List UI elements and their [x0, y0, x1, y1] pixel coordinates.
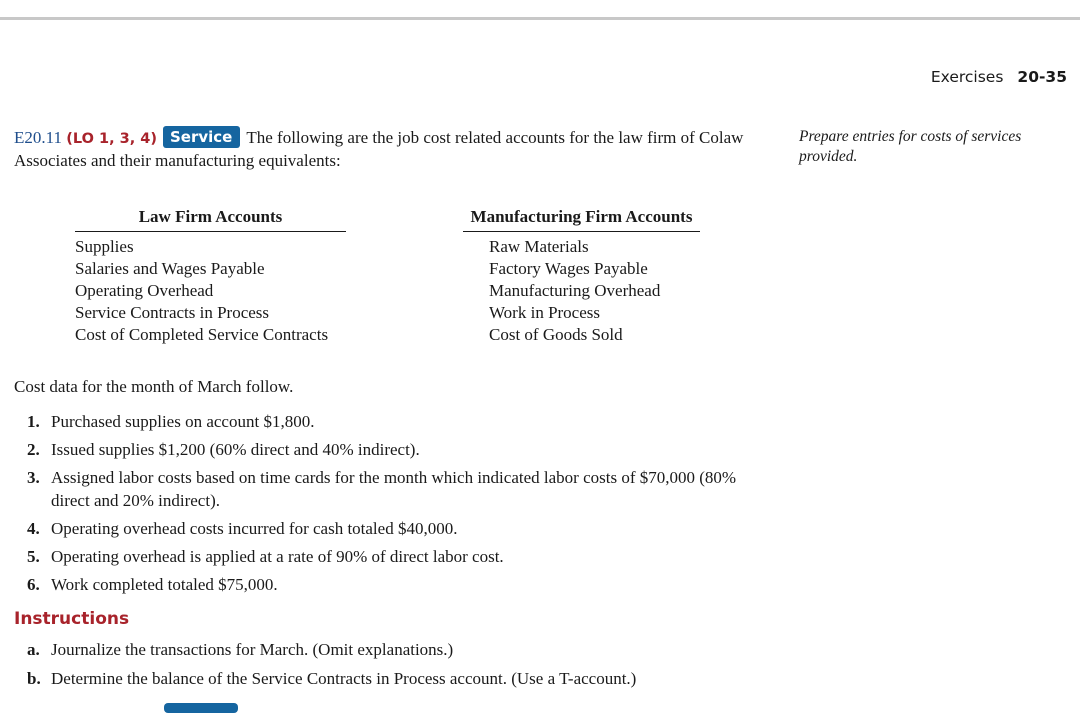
exercise-intro: [14, 126, 774, 172]
item-text: Assigned labor costs based on time cards for the month which indicated labor costs of $70,000 (80% direct and 20% indirect).: [51, 468, 737, 510]
item-text: Issued supplies $1,200 (60% direct and 40% indirect).: [51, 440, 420, 459]
transaction-item: [27, 573, 772, 596]
next-exercise-badge-fragment: [164, 703, 238, 713]
item-number: 4.: [27, 519, 40, 538]
item-text: Work completed totaled $75,000.: [51, 575, 278, 594]
law-account-item: Cost of Completed Service Contracts: [75, 325, 329, 344]
learning-objectives: (LO 1, 3, 4): [66, 131, 157, 147]
cost-data-intro: Cost data for the month of March follow.: [14, 377, 294, 396]
item-number: 3.: [27, 468, 40, 487]
top-rule: [0, 17, 1080, 20]
transaction-item: [27, 438, 772, 461]
transaction-item: [27, 517, 772, 540]
exercise-number: E20.11: [14, 128, 63, 147]
manufacturing-accounts: [463, 206, 700, 346]
transaction-item: [27, 410, 772, 433]
law-firm-accounts: [75, 206, 346, 346]
instructions-heading: Instructions: [14, 609, 130, 629]
item-text: Operating overhead is applied at a rate of 90% of direct labor cost.: [51, 547, 504, 566]
mfg-account-item: Cost of Goods Sold: [489, 325, 623, 344]
transaction-item: [27, 466, 772, 512]
law-account-item: Operating Overhead: [75, 281, 214, 300]
item-text: Determine the balance of the Service Contracts in Process account. (Use a T-account.): [51, 669, 637, 688]
law-account-item: Service Contracts in Process: [75, 303, 270, 322]
transaction-list: [27, 410, 772, 601]
item-text: Operating overhead costs incurred for cash totaled $40,000.: [51, 519, 458, 538]
law-account-item: Supplies: [75, 237, 134, 256]
item-letter: a.: [27, 640, 40, 659]
mfg-account-item: Factory Wages Payable: [489, 259, 648, 278]
section-title: Exercises: [930, 68, 1004, 86]
item-text: Journalize the transactions for March. (Omit explanations.): [51, 640, 454, 659]
law-account-item: Salaries and Wages Payable: [75, 259, 265, 278]
manufacturing-heading: Manufacturing Firm Accounts: [463, 206, 700, 232]
instruction-list: [27, 638, 772, 696]
instruction-item: [27, 667, 772, 690]
item-number: 1.: [27, 412, 40, 431]
page-number: 20-35: [1017, 68, 1067, 86]
transaction-item: [27, 545, 772, 568]
service-badge: Service: [163, 126, 240, 148]
item-letter: b.: [27, 669, 41, 688]
mfg-account-item: Manufacturing Overhead: [489, 281, 661, 300]
running-head: [931, 68, 1067, 86]
mfg-account-item: Raw Materials: [489, 237, 589, 256]
item-number: 2.: [27, 440, 40, 459]
item-text: Purchased supplies on account $1,800.: [51, 412, 315, 431]
instruction-item: [27, 638, 772, 661]
law-firm-heading: Law Firm Accounts: [75, 206, 346, 232]
exercise-intro-text: The following are the job cost related accounts for the law firm of Colaw Associates and their manufacturing equivalents:: [14, 128, 744, 170]
item-number: 6.: [27, 575, 40, 594]
mfg-account-item: Work in Process: [489, 303, 601, 322]
item-number: 5.: [27, 547, 40, 566]
margin-note: Prepare entries for costs of services provided.: [799, 128, 1022, 165]
